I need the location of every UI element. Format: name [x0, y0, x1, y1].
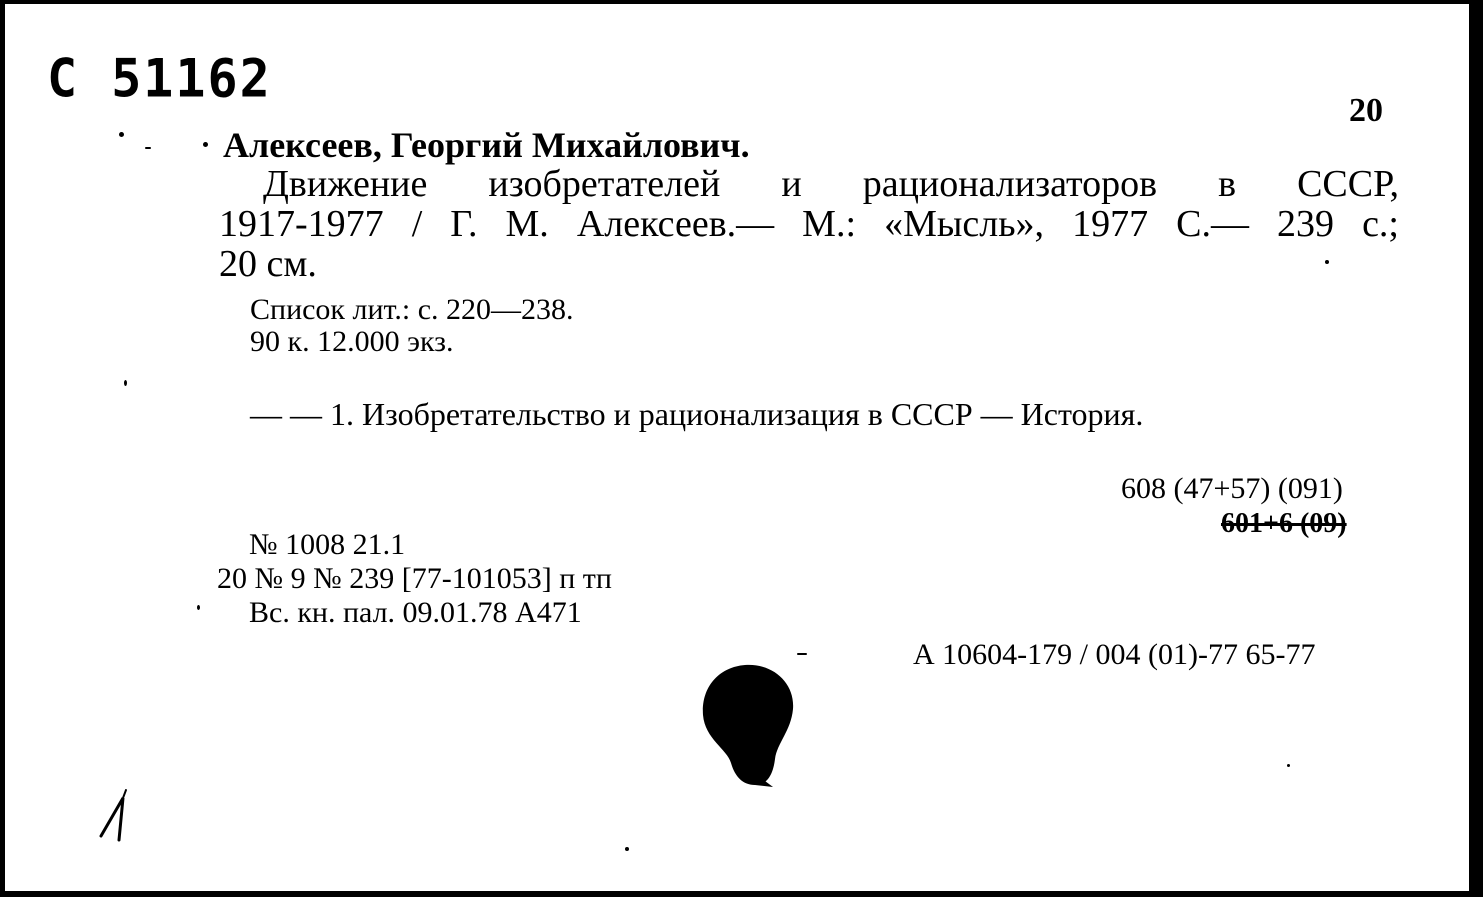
udc-code-struck: 601+6 (09): [1221, 508, 1347, 539]
publisher-code: А 10604-179 / 004 (01)-77 65-77: [913, 638, 1316, 671]
handwritten-mark: [93, 784, 143, 844]
registration-line: 20 № 9 № 239 [77-101053] п тп: [217, 562, 612, 595]
registration-line: Вс. кн. пал. 09.01.78 А471: [249, 596, 582, 629]
speck: [797, 653, 807, 655]
description-line: 20 см.: [219, 243, 317, 285]
udc-code: 608 (47+57) (091): [1121, 472, 1343, 505]
registration-block: [217, 528, 612, 630]
registration-line: № 1008 21.1: [249, 528, 406, 561]
speck: [1287, 764, 1290, 767]
speck: [625, 847, 629, 851]
speck: [203, 142, 208, 147]
call-number: С 51162: [47, 48, 272, 109]
notes: [250, 294, 574, 358]
subject-heading: — — 1. Изобретательство и рационализация в СССР — История.: [250, 396, 1144, 432]
speck: [145, 147, 151, 149]
punch-hole-blot: [695, 659, 805, 794]
speck: [124, 380, 127, 386]
speck: [119, 132, 124, 137]
speck: [1325, 260, 1329, 264]
price-print-run: 90 к. 12.000 экз.: [250, 325, 454, 358]
bibliography-note: Список лит.: с. 220—238.: [250, 293, 574, 326]
card-number: 20: [1349, 92, 1383, 129]
bibliographic-description: [219, 164, 1399, 284]
description-line: Движение изобретателей и рационализаторов в СССР,: [263, 163, 1399, 205]
speck: [197, 605, 200, 610]
author-heading: Алексеев, Георгий Михайлович.: [223, 125, 750, 165]
description-line: 1917-1977 / Г. М. Алексеев.— М.: «Мысль», 1977 С.— 239 с.;: [219, 203, 1399, 245]
